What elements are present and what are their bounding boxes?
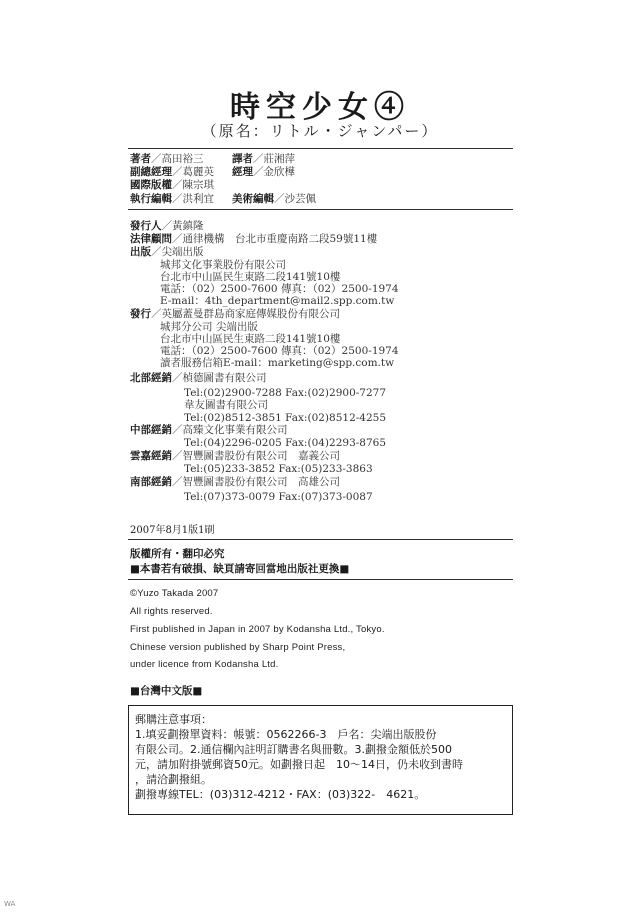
distribute-label: 發行 [130, 308, 151, 320]
copyright-line: under licence from Kodansha Ltd. [130, 659, 279, 670]
author-label: 著者 [130, 153, 151, 165]
copyright-line: First published in Japan in 2007 by Kodansha Ltd., Tokyo. [130, 624, 385, 635]
credit-intl-rights: 國際版權／陳宗琪 [130, 179, 214, 191]
exec-editor-name: 洪利宜 [182, 193, 214, 205]
divider [128, 148, 513, 149]
legal-row: 法律顧問／通律機構 台北市重慶南路二段59號11樓 [130, 233, 378, 245]
publish-line: 台北市中山區民生東路二段141號10樓 [160, 271, 341, 283]
notice-line: 元，請加附掛號郵資50元。如劃撥日起 10～14日，仍未收到書時 [135, 758, 463, 771]
intl-rights-name: 陳宗琪 [182, 179, 214, 191]
notice-line: 1.填妥劃撥單資料：帳號：0562266-3 戶名：尖端出版股份 [135, 728, 437, 741]
notice-line: 有限公司。2.通信欄內註明訂購書名與冊數。3.劃撥金額低於500 [135, 743, 452, 756]
general-manager-name: 金欣樺 [263, 166, 295, 178]
intl-rights-label: 國際版權 [130, 179, 172, 191]
distribute-line: 城邦分公司 尖端出版 [160, 321, 258, 333]
south-label: 南部經銷 [130, 476, 172, 488]
notice-heading: 郵購注意事項： [135, 713, 212, 726]
translator-label: 譯者 [232, 153, 253, 165]
damage-notice: ■本書若有破損、缺頁請寄回當地出版社更換■ [130, 563, 350, 575]
central-label: 中部經銷 [130, 424, 172, 436]
distribute-line: 讀者服務信箱E-mail：marketing@spp.com.tw [160, 357, 395, 369]
south-row: 南部經銷／智豐圖書股份有限公司 高雄公司 [130, 476, 340, 488]
north-line: Tel:(02)2900-7288 Fax:(02)2900-7277 [184, 387, 387, 399]
general-manager-label: 經理 [232, 166, 253, 178]
yunjia-line: Tel:(05)233-3852 Fax:(05)233-3863 [184, 463, 373, 475]
central-value: 高臻文化事業有限公司 [182, 424, 288, 436]
print-date: 2007年8月1版1刷 [130, 525, 215, 536]
page-subtitle: （原名：リトル・ジャンパー） [201, 122, 439, 140]
page-title: 時空少女④ [230, 90, 410, 125]
central-line: Tel:(04)2296-0205 Fax:(04)2293-8765 [184, 437, 387, 449]
distribute-row: 發行／英屬蓋曼群島商家庭傳媒股份有限公司 [130, 308, 340, 320]
publish-line: 城邦文化事業股份有限公司 [160, 259, 286, 271]
art-editor-label: 美術編輯 [232, 193, 274, 205]
distribute-line: 台北市中山區民生東路二段141號10樓 [160, 333, 341, 345]
credit-author: 著者／高田裕三 [130, 153, 204, 165]
north-value: 楨德圖書有限公司 [182, 372, 267, 384]
divider [128, 579, 513, 580]
copyright-line: ©Yuzo Takada 2007 [130, 588, 219, 599]
distribute-line: 電話：（02）2500-7600 傳真：（02）2500-1974 [160, 345, 399, 357]
south-value: 智豐圖書股份有限公司 高雄公司 [182, 476, 340, 488]
yunjia-value: 智豐圖書股份有限公司 嘉義公司 [182, 450, 340, 462]
divider [128, 209, 513, 210]
publish-line: E-mail：4th_department@mail2.spp.com.tw [160, 295, 395, 307]
north-line: Tel:(02)8512-3851 Fax:(02)8512-4255 [184, 412, 387, 424]
exec-editor-label: 執行編輯 [130, 193, 172, 205]
notice-line: 劃撥專線TEL：(03)312-4212・FAX：(03)322- 4621。 [135, 788, 426, 801]
copyright-line: All rights reserved. [130, 606, 213, 617]
legal-value: 通律機構 台北市重慶南路二段59號11樓 [182, 233, 378, 245]
taiwan-edition: ■台灣中文版■ [130, 685, 203, 697]
publish-label: 出版 [130, 246, 151, 258]
divider [128, 539, 513, 540]
north-row: 北部經銷／楨德圖書有限公司 [130, 372, 267, 384]
north-line: 韋友圖書有限公司 [184, 399, 268, 411]
legal-label: 法律顧問 [130, 233, 172, 245]
south-line: Tel:(07)373-0079 Fax:(07)373-0087 [184, 491, 373, 503]
credit-deputy-manager: 副總經理／葛麗英 [130, 166, 214, 178]
credit-exec-editor: 執行編輯／洪利宜 [130, 193, 214, 205]
copyright-line: Chinese version published by Sharp Point Press, [130, 642, 346, 653]
distribute-value: 英屬蓋曼群島商家庭傳媒股份有限公司 [161, 308, 340, 320]
publish-row: 出版／尖端出版 [130, 246, 204, 258]
deputy-manager-name: 葛麗英 [182, 166, 214, 178]
mail-order-notice [128, 705, 513, 815]
yunjia-row: 雲嘉經銷／智豐圖書股份有限公司 嘉義公司 [130, 450, 340, 462]
credit-general-manager: 經理／金欣樺 [232, 166, 295, 178]
publish-line: 電話：（02）2500-7600 傳真：（02）2500-1974 [160, 283, 399, 295]
north-label: 北部經銷 [130, 372, 172, 384]
art-editor-name: 沙芸佩 [284, 193, 316, 205]
author-name: 高田裕三 [161, 153, 204, 165]
corner-watermark: WA [4, 900, 16, 908]
central-row: 中部經銷／高臻文化事業有限公司 [130, 424, 288, 436]
issuer-name: 黃鎮隆 [172, 220, 204, 232]
issuer-label: 發行人 [130, 220, 162, 232]
rights-notice: 版權所有・翻印必究 [130, 548, 225, 560]
notice-line: ，請洽劃撥組。 [135, 773, 212, 786]
credit-art-editor: 美術編輯／沙芸佩 [232, 193, 316, 205]
deputy-manager-label: 副總經理 [130, 166, 172, 178]
credit-translator: 譯者／莊湘萍 [232, 153, 295, 165]
issuer-row: 發行人／黃鎮隆 [130, 220, 204, 232]
publish-value: 尖端出版 [161, 246, 204, 258]
translator-name: 莊湘萍 [263, 153, 295, 165]
yunjia-label: 雲嘉經銷 [130, 450, 172, 462]
